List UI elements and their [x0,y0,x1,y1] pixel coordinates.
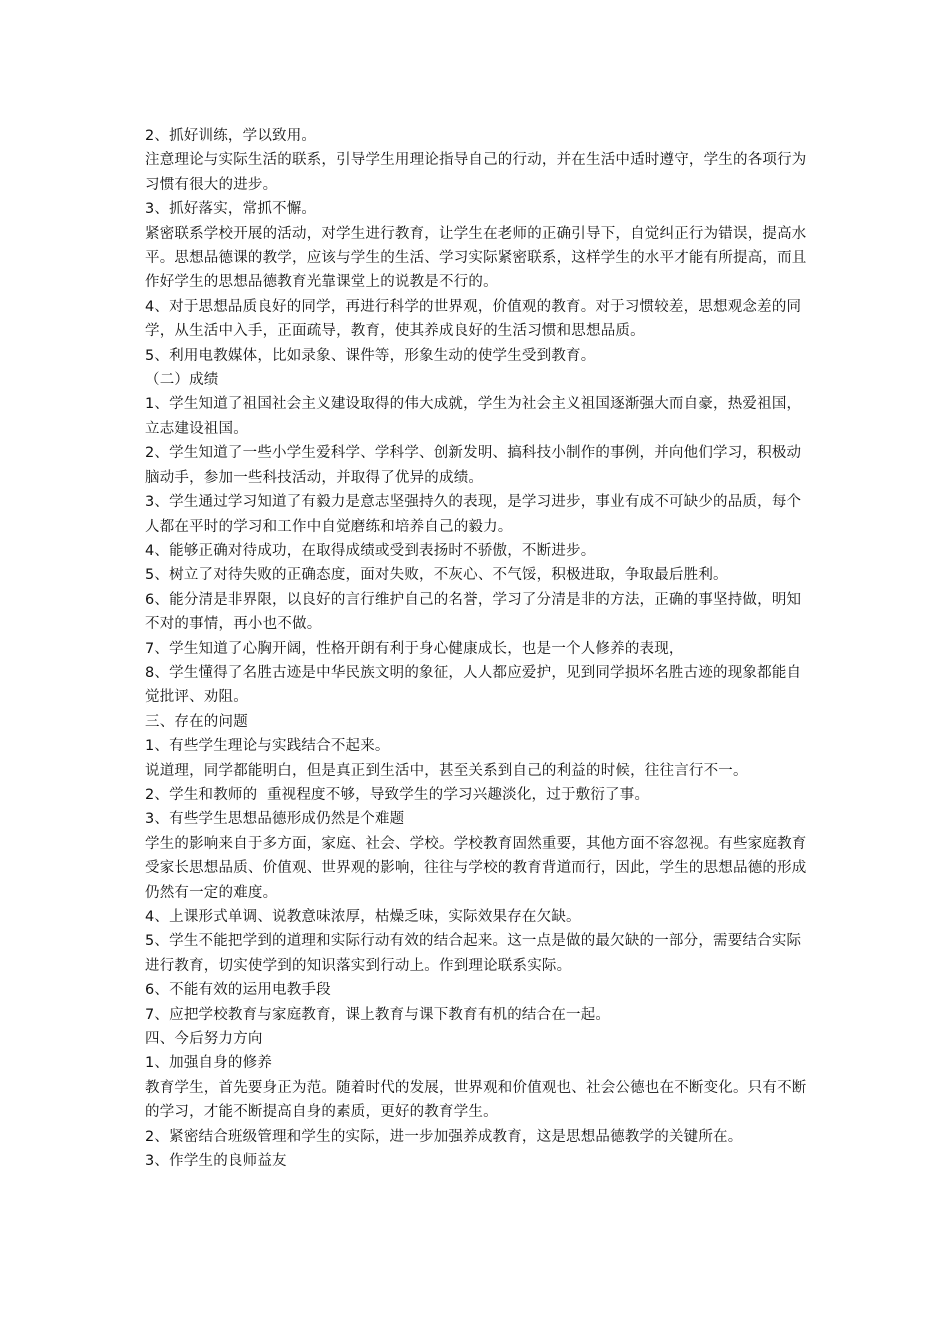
body-paragraph: 5、学生不能把学到的道理和实际行动有效的结合起来。这一点是做的最欠缺的一部分，需要结合实际进行教育，切实使学到的知识落实到行动上。作到理论联系实际。 [145,933,802,974]
item-heading: 3、作学生的良师益友 [145,1153,287,1170]
document-body [145,124,815,1173]
item-heading: 4、上课形式单调、说教意味浓厚，枯燥乏味，实际效果存在欠缺。 [145,909,581,925]
body-paragraph: 6、能分清是非界限，以良好的言行维护自己的名誉，学习了分清是非的方法，正确的事坚持做，明知不对的事情，再小也不做。 [145,591,802,633]
body-paragraph: 学生的影响来自于多方面，家庭、社会、学校。学校教育固然重要，其他方面不容忽视。有些家庭教育受家长思想品质、价值观、世界观的影响，往往与学校的教育背道而行，因此，学生的思想品德的形成仍然有一定的难度。 [145,835,807,901]
body-paragraph: 1、学生知道了祖国社会主义建设取得的伟大成就，学生为社会主义祖国逐渐强大而自豪，热爱祖国，立志建设祖国。 [145,396,802,437]
section-heading: 三、存在的问题 [145,713,248,730]
item-heading: 6、不能有效的运用电教手段 [145,982,331,999]
section-heading: （二）成绩 [145,372,219,389]
item-heading: 7、应把学校教育与家庭教育，课上教育与课下教育有机的结合在一起。 [145,1006,611,1023]
item-heading: 3、抓好落实，常抓不懈。 [145,201,317,218]
body-paragraph: 注意理论与实际生活的联系，引导学生用理论指导自己的行动，并在生活中适时遵守，学生的各项行为习惯有很大的进步。 [145,152,807,193]
body-paragraph: 8、学生懂得了名胜古迹是中华民族文明的象征，人人都应爱护，见到同学损坏名胜古迹的现象都能自觉批评、劝阻。 [145,664,802,706]
body-paragraph: 5、利用电教媒体，比如录象、课件等，形象生动的使学生受到教育。 [145,347,596,364]
body-paragraph: 3、学生通过学习知道了有毅力是意志坚强持久的表现，是学习进步，事业有成不可缺少的品质，每个人都在平时的学习和工作中自觉磨练和培养自己的毅力。 [145,494,802,535]
item-heading: 3、有些学生思想品德形成仍然是个难题 [145,811,405,828]
item-heading: 1、有些学生理论与实践结合不起来。 [145,738,390,755]
body-paragraph: 2、学生知道了一些小学生爱科学、学科学、创新发明、搞科技小制作的事例，并向他们学习，积极动脑动手，参加一些科技活动，并取得了优异的成绩。 [145,445,802,486]
body-paragraph: 2、紧密结合班级管理和学生的实际，进一步加强养成教育，这是思想品德教学的关键所在。 [145,1128,743,1145]
item-heading: 2、抓好训练，学以致用。 [145,128,317,144]
body-paragraph: 7、学生知道了心胸开阔，性格开朗有利于身心健康成长，也是一个人修养的表现， [145,640,684,657]
body-paragraph: 4、对于思想品质良好的同学，再进行科学的世界观，价值观的教育。对于习惯较差，思想观念差的同学，从生活中入手，正面疏导，教育，使其养成良好的生活习惯和思想品质。 [145,298,802,340]
body-paragraph: 说道理，同学都能明白，但是真正到生活中，甚至关系到自己的利益的时候，往往言行不一。 [145,762,748,779]
item-heading: 2、学生和教师的 重视程度不够，导致学生的学习兴趣淡化，过于敷衍了事。 [145,786,650,803]
section-heading: 四、今后努力方向 [145,1031,263,1048]
item-heading: 1、加强自身的修养 [145,1055,273,1072]
body-paragraph: 紧密联系学校开展的活动，对学生进行教育，让学生在老师的正确引导下，自觉纠正行为错误，提高水平。思想品德课的教学，应该与学生的生活、学习实际紧密联系，这样学生的水平才能有所提高，而且作好学生的思想品德教育光靠课堂上的说教是不行的。 [145,225,807,291]
body-paragraph: 教育学生，首先要身正为范。随着时代的发展，世界观和价值观也、社会公德也在不断变化。只有不断的学习，才能不断提高自身的素质，更好的教育学生。 [145,1079,807,1121]
body-paragraph: 4、能够正确对待成功，在取得成绩或受到表扬时不骄傲，不断进步。 [145,542,596,559]
body-paragraph: 5、树立了对待失败的正确态度，面对失败，不灰心、不气馁，积极进取，争取最后胜利。 [145,567,728,584]
